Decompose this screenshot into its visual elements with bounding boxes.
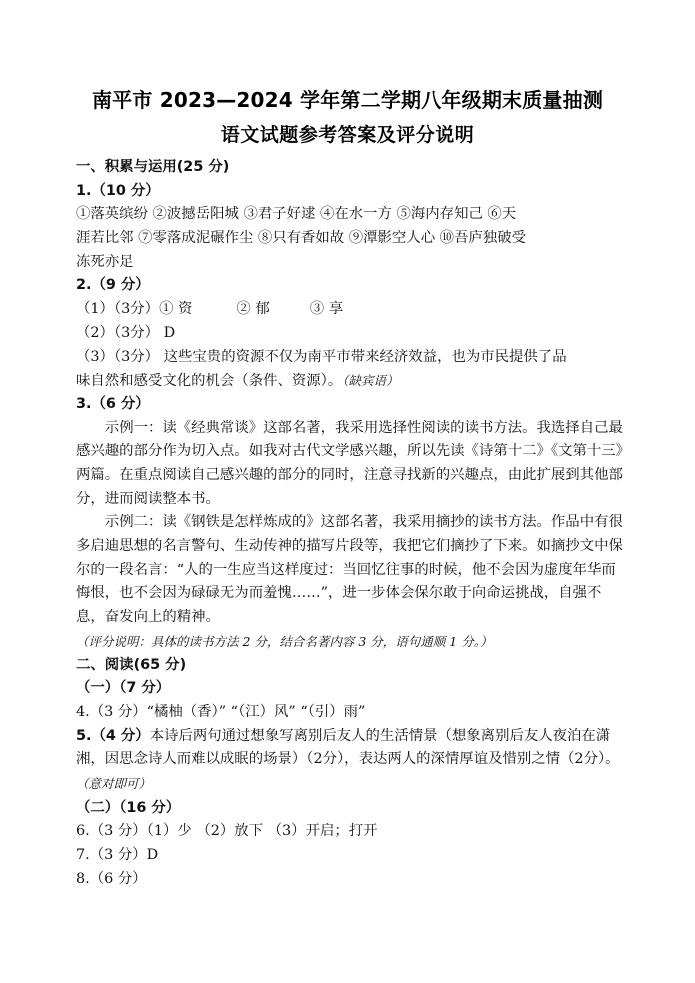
q3-example1: 示例一：读《经典常谈》这部名著，我采用选择性阅读的读书方法。我选择自己最感兴趣的部分作为切入点。如我对古代文学感兴趣，所以先读《诗第十二》《文第十三》两篇。在重点阅读自己感兴趣的部分的同时，注意寻找新的兴趣点，由此扩展到其他部分，进而阅读整本书。 xyxy=(76,419,623,507)
q2-sub3-line1: （3）（3分） 这些宝贵的资源不仅为南平市带来经济效益，也为市民提供了品 xyxy=(76,348,567,365)
q2-sub2: （2）（3分） D xyxy=(76,324,176,341)
page-title: 南平市 2023—2024 学年第二学期八年级期末质量抽测 xyxy=(91,88,604,112)
part2-label: （二）（16 分） xyxy=(76,799,181,816)
q7-answer: 7.（3 分）D xyxy=(76,847,159,864)
q1-label: 1.（10 分） xyxy=(76,182,160,199)
q1-answers-line3: 冻死亦足 xyxy=(76,253,134,270)
q4-answer: 4.（3 分）“橘柚（香）” “（江）风” “（引）雨” xyxy=(76,703,366,720)
q5-note: （意对即可） xyxy=(76,776,152,792)
q2-sub1 xyxy=(76,298,628,322)
answer-content xyxy=(76,156,628,892)
q1-answers-line2: 涯若比邻 ⑦零落成泥碾作尘 ⑧只有香如故 ⑨潭影空人心 ⑩吾庐独破受 xyxy=(76,230,527,247)
q5-text: 本诗后两句通过想象写离别后友人的生活情景（想象离别后友人夜泊在潇湘，因思念诗人而难以成眠的场景）（2分），表达两人的深情厚谊及惜别之情（2分）。 xyxy=(76,727,620,768)
q2-sub1-a: （1）（3分）① 资 xyxy=(76,301,193,318)
q8-label: 8.（6 分） xyxy=(76,870,147,887)
q2-sub3-line2 xyxy=(76,369,628,393)
q5-answer xyxy=(76,725,628,797)
page-subtitle: 语文试题参考答案及评分说明 xyxy=(220,124,475,146)
q3-label: 3.（6 分） xyxy=(76,395,150,412)
section2-heading: 二、阅读(65 分) xyxy=(76,656,187,673)
q2-sub1-b: ② 郁 xyxy=(236,301,270,318)
q3-scoring-note: （评分说明：具体的读书方法 2 分，结合名著内容 3 分，语句通顺 1 分。） xyxy=(76,633,493,649)
q2-label: 2.（9 分） xyxy=(76,277,150,294)
q2-sub3-text: 味自然和感受文化的机会（条件、资源）。 xyxy=(76,373,343,390)
part1-label: （一）（7 分） xyxy=(76,680,171,697)
section1-heading: 一、积累与运用(25 分) xyxy=(76,159,230,175)
q1-answers-line1: ①落英缤纷 ②波撼岳阳城 ③君子好逑 ④在水一方 ⑤海内存知己 ⑥天 xyxy=(76,206,517,223)
q2-sub1-c: ③ 享 xyxy=(309,301,344,318)
q6-answer: 6.（3 分）（1）少 （2）放下 （3）开启；打开 xyxy=(76,823,378,840)
q2-sub3-note: （缺宾语） xyxy=(342,373,399,389)
q5-label: 5.（4 分） xyxy=(76,727,150,744)
q3-example2: 示例二：读《钢铁是怎样炼成的》这部名著，我采用摘抄的读书方法。作品中有很多启迪思想的名言警句、生动传神的描写片段等，我把它们摘抄了下来。如摘抄文中保尔的一段名言：“人的一生应当这样度过：当回忆往事的时候，他不会因为虚度年华而悔恨，也不会因为碌碌无为而羞愧……”，进一步体会保尔敢于向命运挑战，自强不息，奋发向上的精神。 xyxy=(76,514,623,626)
